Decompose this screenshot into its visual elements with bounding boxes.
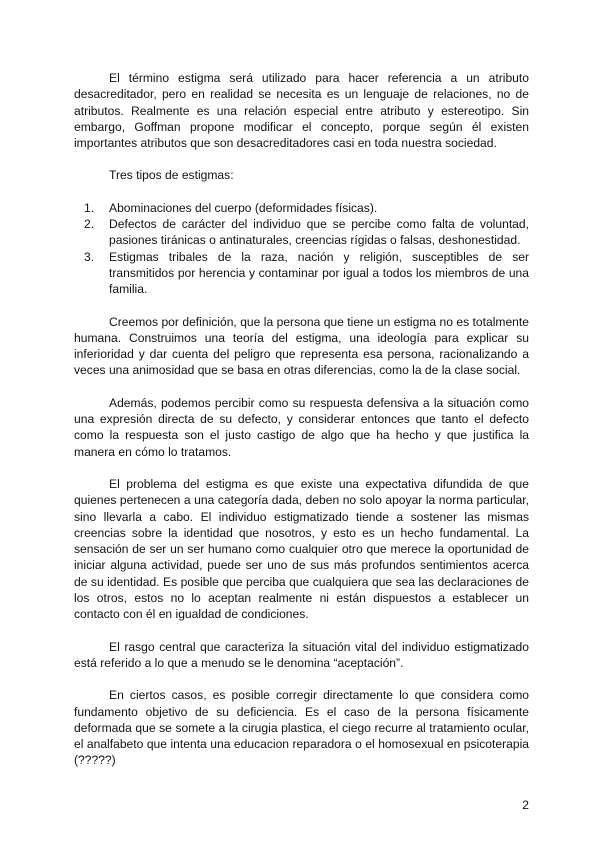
paragraph-stigma-problem: El problema del estigma es que existe una expectativa difundida de que quienes pertenecen a una categoría dada, deben no solo apoyar la norma particular, sino llevarla a cabo. El individuo estigmatizado tiende a sostener las mismas creencias sobre la identidad que nosotros, y esto es un hecho fundamental. La sensación de ser un ser humano como cualquier otro que merece la oportunidad de iniciar alguna actividad, puede ser uno de sus más profundos sentimientos acerca de su identidad. Es posible que perciba que cualquiera que sea las declaraciones de los otros, estos no lo aceptan realmente ni están dispuestos a establecer un contacto con él en igualdad de condiciones. xyxy=(74,476,529,622)
stigma-types-list xyxy=(74,200,529,298)
paragraph-defensive-response: Además, podemos percibir como su respuesta defensiva a la situación como una expresión directa de su defecto, y considerar entonces que tanto el defecto como la respuesta son el justo castigo de algo que ha hecho y que justifica la manera en cómo lo tratamos. xyxy=(74,395,529,459)
list-item-text: Defectos de carácter del individuo que se percibe como falta de voluntad, pasiones tiránicas o antinaturales, creencias rígidas o falsas, deshonestidad. xyxy=(109,217,529,248)
stigma-types-intro: Tres tipos de estigmas: xyxy=(109,168,234,183)
paragraph-not-human: Creemos por definición, que la persona que tiene un estigma no es totalmente humana. Construimos una teoría del estigma, una ideología para explicar su inferioridad y dar cuenta del peligro que representa esa persona, racionalizando a veces una animosidad que se basa en otras diferencias, como la de la clase social. xyxy=(74,314,529,378)
paragraph-acceptance: El rasgo central que caracteriza la situación vital del individuo estigmatizado está referido a lo que a menudo se le denomina “aceptación”. xyxy=(74,639,529,670)
paragraph-correction: En ciertos casos, es posible corregir directamente lo que considera como fundamento objetivo de su deficiencia. Es el caso de la persona físicamente deformada que se somete a la cirugia plastica, el ciego recurre al tratamiento ocular, el analfabeto que intenta una educacion reparadora o el homosexual en psicoterapia (?????) xyxy=(74,688,529,768)
list-item xyxy=(74,216,529,249)
list-item-number: 1. xyxy=(84,200,95,215)
paragraph-stigma-definition: El término estigma será utilizado para hacer referencia a un atributo desacreditador, pero en realidad se necesita es un lenguaje de relaciones, no de atributos. Realmente es una relación especial entre atributo y estereotipo. Sin embargo, Goffman propone modificar el concepto, porque según él existen importantes atributos que son desacreditadores casi en toda nuestra sociedad. xyxy=(74,71,529,151)
list-item-text: Estigmas tribales de la raza, nación y religión, susceptibles de ser transmitidos por herencia y contaminar por igual a todos los miembros de una familia. xyxy=(109,249,529,297)
list-item xyxy=(74,200,529,216)
list-item-number: 3. xyxy=(84,249,95,264)
page-body xyxy=(74,70,529,785)
list-item-text: Abominaciones del cuerpo (deformidades físicas). xyxy=(109,200,378,215)
page-number: 2 xyxy=(522,798,529,812)
list-item xyxy=(74,249,529,298)
list-item-number: 2. xyxy=(84,217,95,232)
